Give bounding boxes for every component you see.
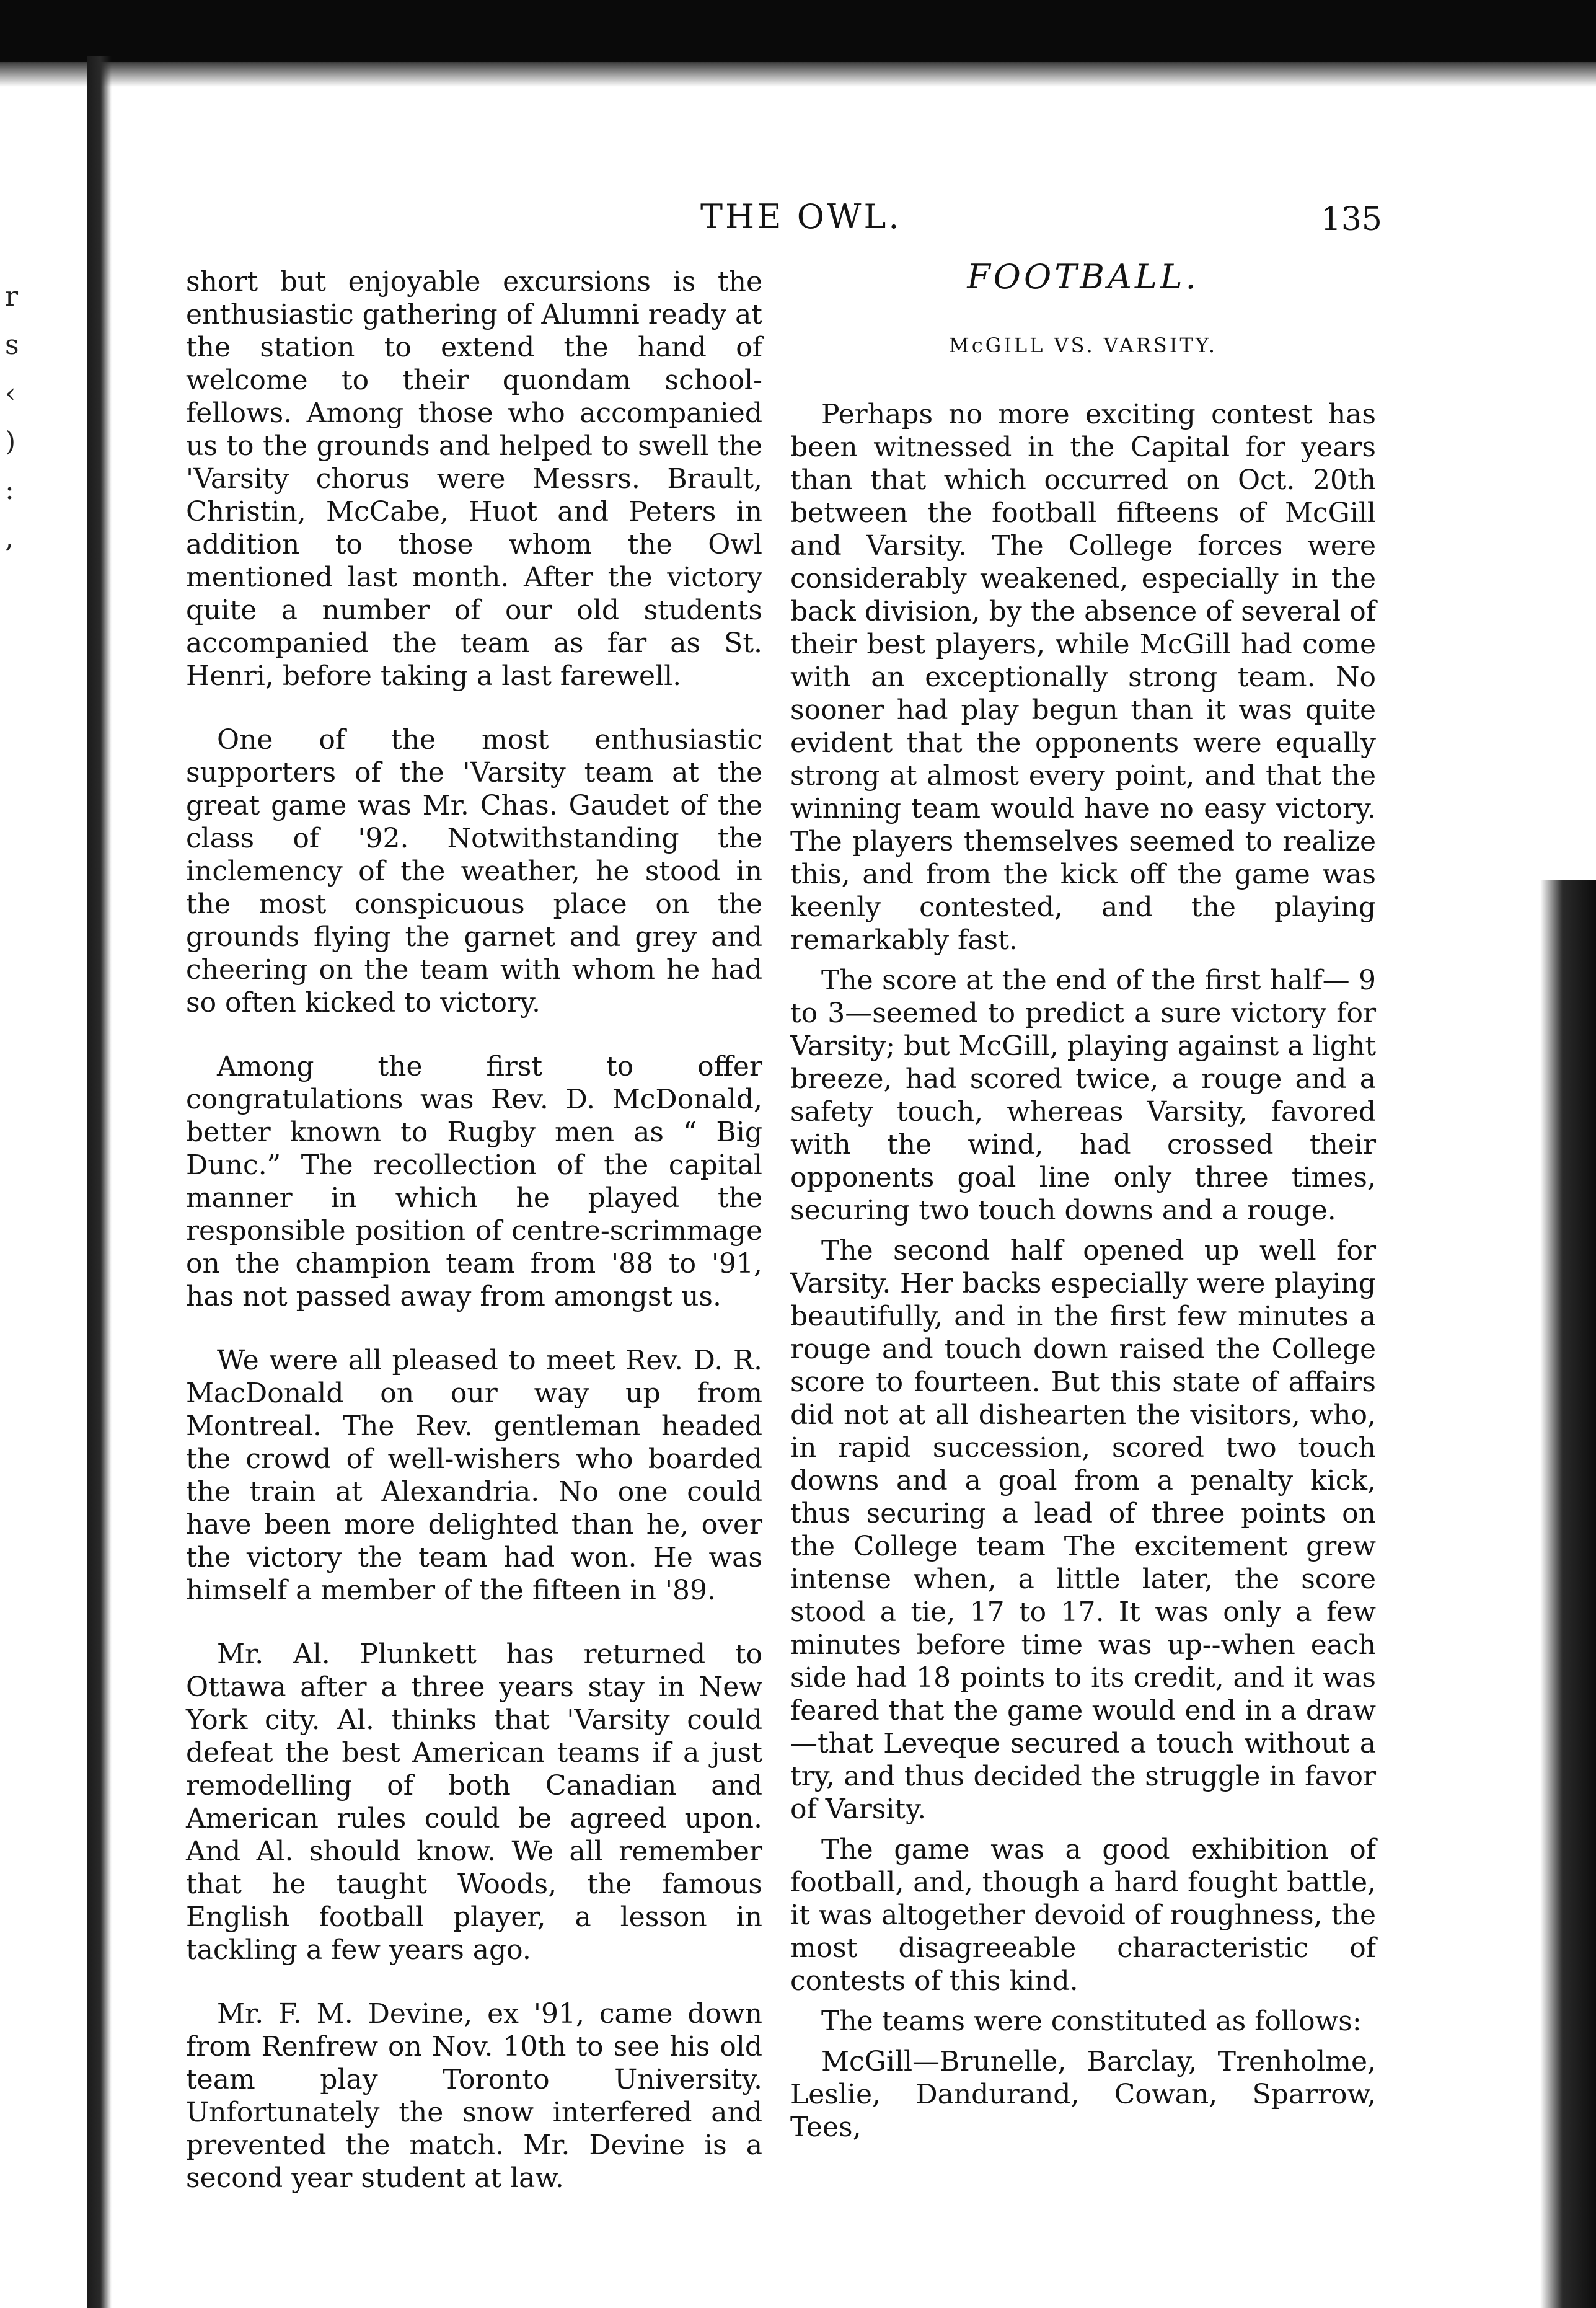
paragraph: Perhaps no more exciting contest has been witnessed in the Capital for years than that which occurred on Oct. 20th between the football fifteens of McGill and Varsity. The College forces were considerably weakened, especially in the back division, by the absence of several of their best players, while McGill had come with an exceptionally strong team. No sooner had play begun than it was quite evident that the opponents were equally strong at almost every point, and that the winning team would have no easy victory. The players themselves seemed to realize this, and from the kick off the game was keenly contested, and the playing remarkably fast.: [790, 399, 1376, 956]
paragraph: The score at the end of the first half— 9 to 3—seemed to predict a sure victory for Varsity; but McGill, playing against a light breeze, had scored twice, a rouge and a safety touch, whereas Varsity, favored with the wind, had crossed their opponents goal line only three times, securing two touch downs and a rouge.: [790, 965, 1376, 1226]
paragraph: Among the first to offer congratulations was Rev. D. McDonald, better known to Rugby men as “ Big Dunc.” The recollection of the capital manner in which he played the responsible position of centre-scrimmage on the champion team from '88 to '91, has not passed away from amongst us.: [186, 1051, 762, 1312]
paragraph: McGill—Brunelle, Barclay, Trenholme, Leslie, Dandurand, Cowan, Sparrow, Tees,: [790, 2046, 1376, 2143]
scan-edge-top: [0, 0, 1596, 62]
paragraph: We were all pleased to meet Rev. D. R. MacDonald on our way up from Montreal. The Rev. gentleman headed the crowd of well-wishers who boarded the train at Alexandria. No one could have been more delighted than he, over the victory the team had won. He was himself a member of the fifteen in '89.: [186, 1345, 762, 1606]
section-title: FOOTBALL.: [967, 257, 1199, 296]
paragraph: The second half opened up well for Varsity. Her backs especially were playing beautifully, and in the first few minutes a rouge and touch down raised the College score to fourteen. But this state of affairs did not at all dishearten the visitors, who, in rapid succession, scored two touch downs and a goal from a penalty kick, thus securing a lead of three points on the College team The excitement grew intense when, a little later, the score stood a tie, 17 to 17. It was only a few minutes before time was up--when each side had 18 points to its credit, and it was feared that the game would end in a draw—that Leveque secured a touch without a try, and thus decided the struggle in favor of Varsity.: [790, 1235, 1376, 1825]
paragraph: The game was a good exhibition of football, and, though a hard fought battle, it was altogether devoid of roughness, the most disagreeable characteristic of contests of this kind.: [790, 1834, 1376, 1997]
paragraph: Mr. Al. Plunkett has returned to Ottawa after a three years stay in New York city. Al. thinks that 'Varsity could defeat the best American teams if a just remodelling of both Canadian and American rules could be agreed upon. And Al. should know. We all remember that he taught Woods, the famous English football player, a lesson in tackling a few years ago.: [186, 1638, 762, 1966]
paragraph: Mr. F. M. Devine, ex '91, came down from Renfrew on Nov. 10th to see his old team play Toronto University. Unfortunately the snow interfered and prevented the match. Mr. Devine is a second year student at law.: [186, 1998, 762, 2194]
paragraph: One of the most enthusiastic supporters of the 'Varsity team at the great game was Mr. Chas. Gaudet of the class of '92. Notwithstanding the inclemency of the weather, he stood in the most conspicuous place on the grounds flying the garnet and grey and cheering on the team with whom he had so often kicked to victory.: [186, 724, 762, 1019]
page-number: 135: [1320, 201, 1382, 238]
scan-edge-left: [87, 56, 112, 2308]
running-title: THE OWL.: [700, 197, 902, 236]
paragraph: The teams were constituted as follows:: [821, 2005, 1362, 2037]
section-subtitle: McGILL VS. VARSITY.: [948, 334, 1217, 357]
margin-marks: r s ‹ ) : ,: [5, 281, 19, 554]
right-column: [790, 257, 1376, 2144]
paragraph: short but enjoyable excursions is the enthusiastic gathering of Alumni ready at the station to extend the hand of welcome to their quondam school-fellows. Among those who accompanied us to the grounds and helped to swell the 'Varsity chorus were Messrs. Brault, Christin, McCabe, Huot and Peters in addition to those whom the Owl mentioned last month. After the victory quite a number of our old students accompanied the team as far as St. Henri, before taking a last farewell.: [186, 266, 762, 692]
left-column: [186, 265, 762, 2195]
scan-edge-right: [1540, 880, 1596, 2308]
page-header: [186, 197, 1382, 247]
